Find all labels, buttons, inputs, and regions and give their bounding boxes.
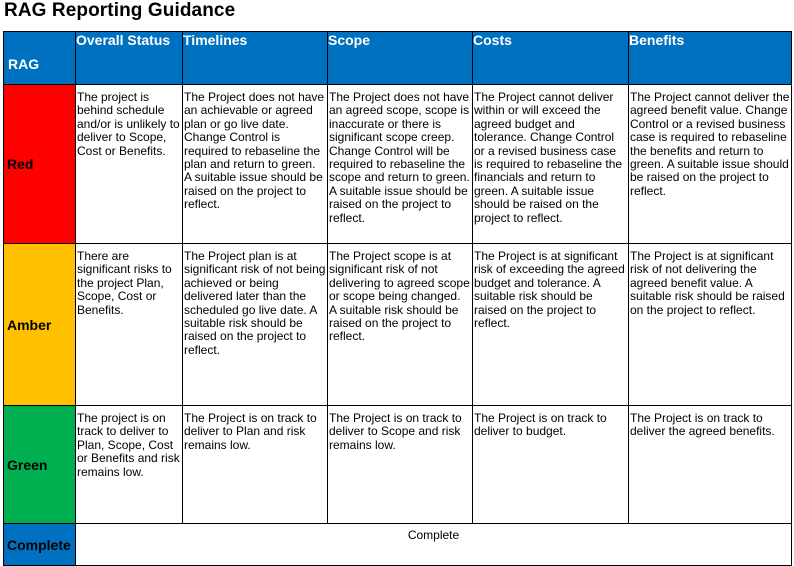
table-row-green bbox=[4, 406, 792, 524]
header-scope: Scope bbox=[328, 32, 473, 85]
table-row-complete bbox=[4, 524, 792, 566]
cell-green-timelines: The Project is on track to deliver to Plan and risk remains low. bbox=[183, 406, 328, 524]
cell-green-costs: The Project is on track to deliver to budget. bbox=[473, 406, 629, 524]
cell-red-timelines: The Project does not have an achievable or agreed plan or go live date. Change Control is required to rebaseline the plan and return to green. A suitable issue should be raised on the project to reflect. bbox=[183, 85, 328, 244]
rag-label-complete: Complete bbox=[4, 524, 76, 566]
cell-complete: Complete bbox=[76, 524, 792, 566]
cell-green-benefits: The Project is on track to deliver the agreed benefits. bbox=[629, 406, 792, 524]
table-header-row bbox=[4, 32, 792, 85]
cell-amber-overall: There are significant risks to the project Plan, Scope, Cost or Benefits. bbox=[76, 244, 183, 406]
cell-amber-costs: The Project is at significant risk of exceeding the agreed budget and tolerance. A suitable risk should be raised on the project to reflect. bbox=[473, 244, 629, 406]
rag-label-amber: Amber bbox=[4, 244, 76, 406]
header-benefits: Benefits bbox=[629, 32, 792, 85]
header-rag: RAG bbox=[4, 32, 76, 85]
header-overall-status: Overall Status bbox=[76, 32, 183, 85]
cell-green-overall: The project is on track to deliver to Plan, Scope, Cost or Benefits and risk remains low. bbox=[76, 406, 183, 524]
table-row-amber bbox=[4, 244, 792, 406]
cell-red-costs: The Project cannot deliver within or will exceed the agreed budget and tolerance. Change Control or a revised business case is required to rebaseline the financials and return to green. A suitable issue should be raised on the project to reflect. bbox=[473, 85, 629, 244]
rag-label-green: Green bbox=[4, 406, 76, 524]
cell-red-benefits: The Project cannot deliver the agreed benefit value. Change Control or a revised business case is required to rebaseline the benefits and return to green. A suitable issue should be raised on the project to reflect. bbox=[629, 85, 792, 244]
cell-amber-scope: The Project scope is at significant risk of not delivering to agreed scope or scope being changed. A suitable risk should be raised on the project to reflect. bbox=[328, 244, 473, 406]
cell-green-scope: The Project is on track to deliver to Scope and risk remains low. bbox=[328, 406, 473, 524]
header-costs: Costs bbox=[473, 32, 629, 85]
header-timelines: Timelines bbox=[183, 32, 328, 85]
cell-red-scope: The Project does not have an agreed scope, scope is inaccurate or there is significant scope creep. Change Control will be required to rebaseline the scope and return to green. A suitable issue should be raised on the project to reflect. bbox=[328, 85, 473, 244]
page-title: RAG Reporting Guidance bbox=[4, 0, 236, 21]
rag-guidance-table bbox=[3, 31, 792, 566]
table-row-red bbox=[4, 85, 792, 244]
rag-label-red: Red bbox=[4, 85, 76, 244]
cell-red-overall: The project is behind schedule and/or is unlikely to deliver to Scope, Cost or Benefits. bbox=[76, 85, 183, 244]
cell-amber-benefits: The Project is at significant risk of not delivering the agreed benefit value. A suitable risk should be raised on the project to reflect. bbox=[629, 244, 792, 406]
cell-amber-timelines: The Project plan is at significant risk of not being achieved or being delivered later than the scheduled go live date. A suitable risk should be raised on the project to reflect. bbox=[183, 244, 328, 406]
